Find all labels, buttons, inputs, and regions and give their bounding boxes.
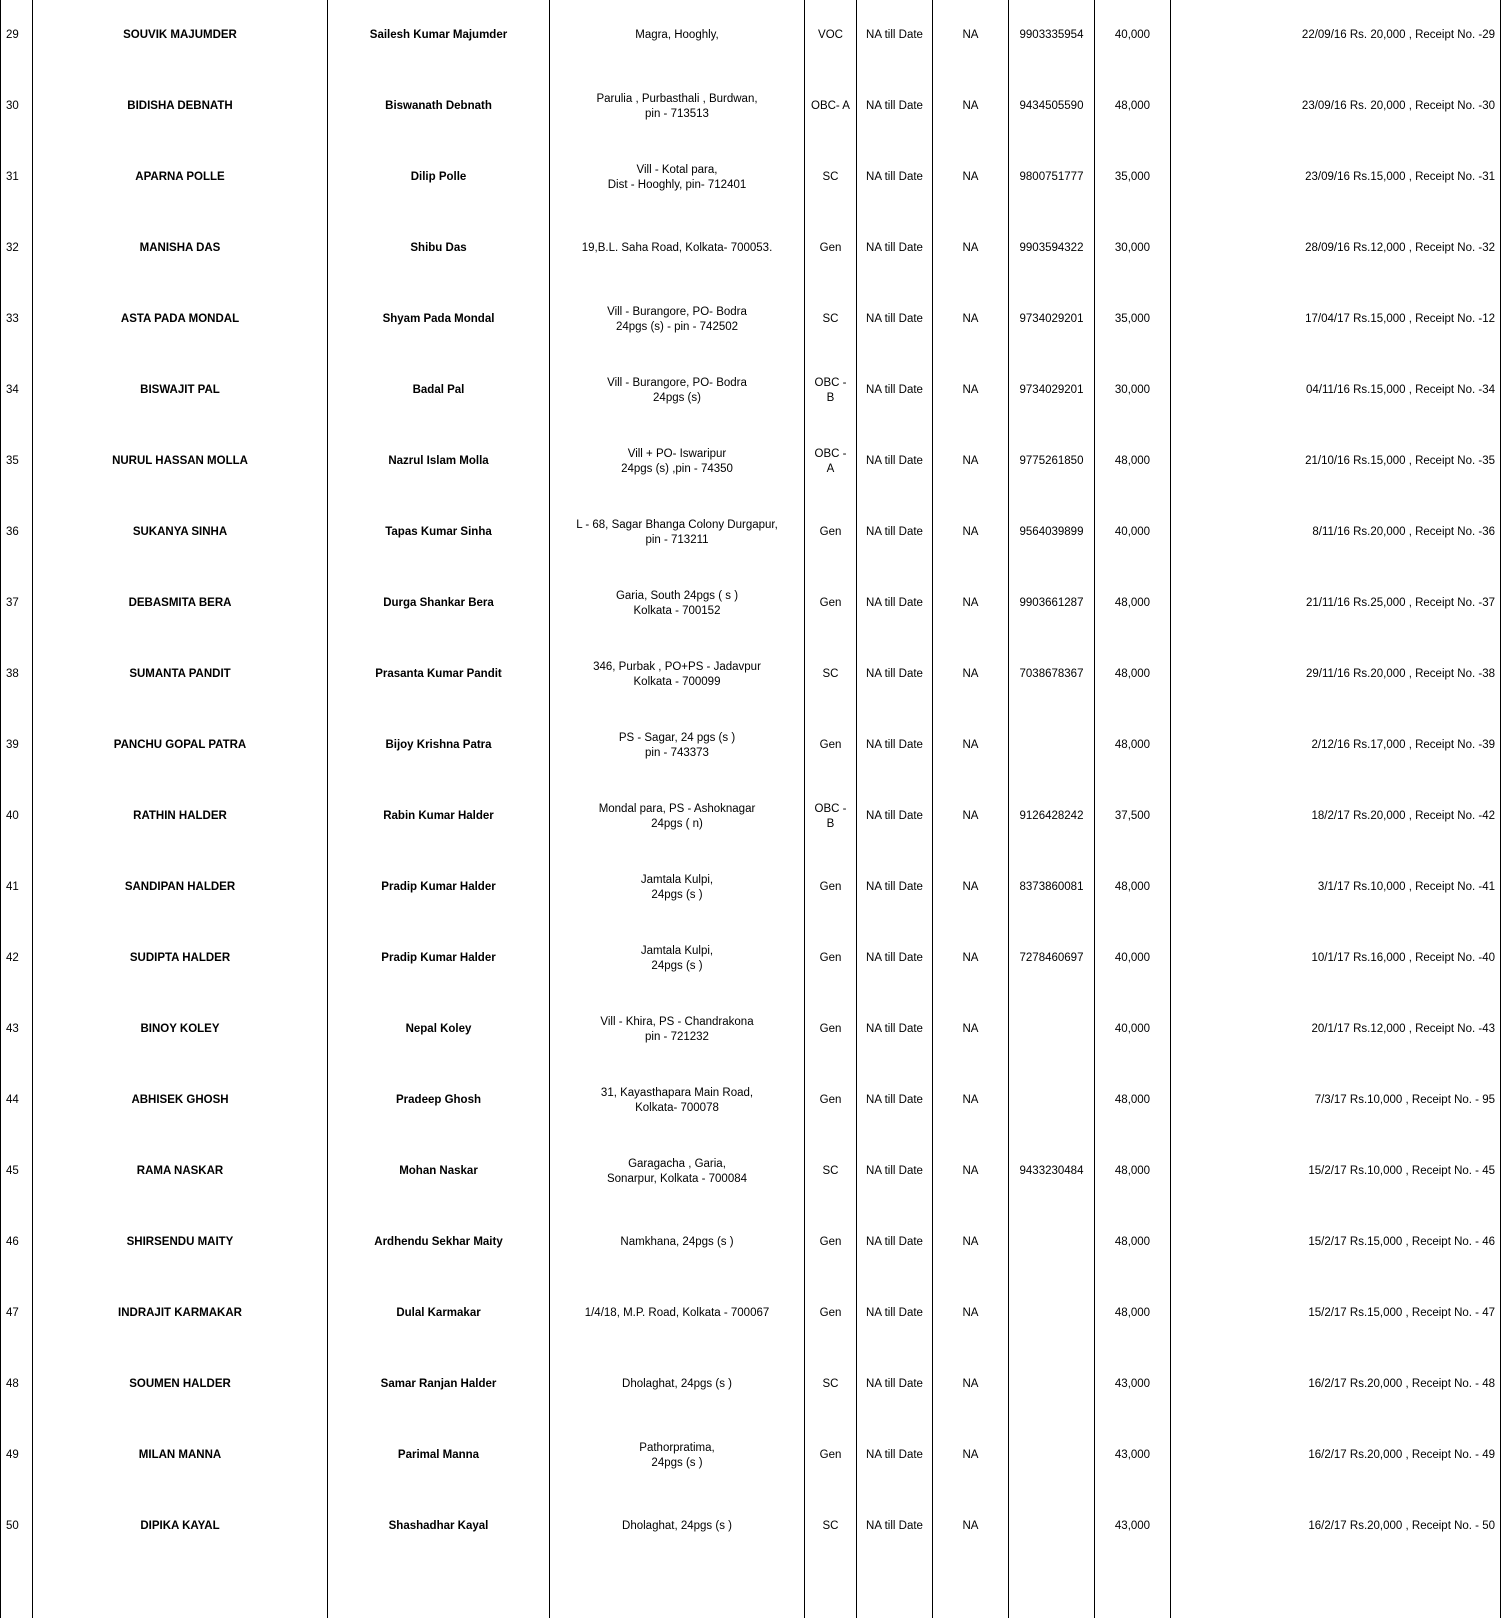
row-name: SANDIPAN HALDER bbox=[33, 852, 328, 923]
row-amount: 48,000 bbox=[1095, 1207, 1171, 1278]
address-line: Jamtala Kulpi, bbox=[640, 945, 714, 958]
table-row bbox=[1, 639, 1501, 710]
row-address bbox=[550, 923, 805, 994]
row-category: SC bbox=[805, 1136, 857, 1207]
row-father-name: Dilip Polle bbox=[328, 142, 550, 213]
row-na: NA bbox=[933, 639, 1009, 710]
table-row bbox=[1, 355, 1501, 426]
address-line: Jamtala Kulpi, bbox=[640, 874, 714, 887]
row-amount: 48,000 bbox=[1095, 1065, 1171, 1136]
row-serial-number: 45 bbox=[1, 1136, 33, 1207]
row-amount: 43,000 bbox=[1095, 1420, 1171, 1491]
row-father-name: Pradip Kumar Halder bbox=[328, 923, 550, 994]
row-address bbox=[550, 1207, 805, 1278]
row-address bbox=[550, 426, 805, 497]
table-row bbox=[1, 142, 1501, 213]
row-address bbox=[550, 142, 805, 213]
table-row bbox=[1, 213, 1501, 284]
row-payment-remark: 21/10/16 Rs.15,000 , Receipt No. -35 bbox=[1171, 426, 1501, 497]
row-name: APARNA POLLE bbox=[33, 142, 328, 213]
row-category: OBC - B bbox=[805, 355, 857, 426]
row-na: NA bbox=[933, 71, 1009, 142]
table-row bbox=[1, 710, 1501, 781]
row-serial-number: 43 bbox=[1, 994, 33, 1065]
row-amount: 37,500 bbox=[1095, 781, 1171, 852]
row-address bbox=[550, 1491, 805, 1562]
row-phone: 9734029201 bbox=[1009, 355, 1095, 426]
row-date: NA till Date bbox=[857, 213, 933, 284]
row-phone bbox=[1009, 1278, 1095, 1349]
address-line: Garagacha , Garia, bbox=[628, 1158, 726, 1171]
row-phone: 9564039899 bbox=[1009, 497, 1095, 568]
row-category: OBC- A bbox=[805, 71, 857, 142]
row-phone bbox=[1009, 1491, 1095, 1562]
row-address bbox=[550, 0, 805, 71]
row-amount: 40,000 bbox=[1095, 994, 1171, 1065]
address-line: Namkhana, 24pgs (s ) bbox=[620, 1236, 734, 1249]
row-address bbox=[550, 1136, 805, 1207]
row-serial-number: 42 bbox=[1, 923, 33, 994]
row-amount: 40,000 bbox=[1095, 0, 1171, 71]
row-address bbox=[550, 568, 805, 639]
address-line: 24pgs (s) - pin - 742502 bbox=[615, 320, 739, 333]
row-name: INDRAJIT KARMAKAR bbox=[33, 1278, 328, 1349]
address-line: Parulia , Purbasthali , Burdwan, bbox=[596, 93, 758, 106]
row-amount: 30,000 bbox=[1095, 213, 1171, 284]
row-payment-remark: 21/11/16 Rs.25,000 , Receipt No. -37 bbox=[1171, 568, 1501, 639]
row-date: NA till Date bbox=[857, 1278, 933, 1349]
row-amount: 43,000 bbox=[1095, 1349, 1171, 1420]
row-payment-remark: 16/2/17 Rs.20,000 , Receipt No. - 48 bbox=[1171, 1349, 1501, 1420]
address-line: Magra, Hooghly, bbox=[635, 29, 719, 42]
row-serial-number: 36 bbox=[1, 497, 33, 568]
blank-cell bbox=[33, 1562, 328, 1618]
row-date: NA till Date bbox=[857, 1420, 933, 1491]
row-date: NA till Date bbox=[857, 994, 933, 1065]
row-amount: 35,000 bbox=[1095, 284, 1171, 355]
row-category: SC bbox=[805, 1491, 857, 1562]
row-father-name: Ardhendu Sekhar Maity bbox=[328, 1207, 550, 1278]
row-na: NA bbox=[933, 213, 1009, 284]
address-line: Sonarpur, Kolkata - 700084 bbox=[606, 1172, 748, 1185]
address-line: Pathorpratima, bbox=[639, 1442, 715, 1455]
row-name: RAMA NASKAR bbox=[33, 1136, 328, 1207]
row-father-name: Parimal Manna bbox=[328, 1420, 550, 1491]
row-category: Gen bbox=[805, 994, 857, 1065]
row-payment-remark: 18/2/17 Rs.20,000 , Receipt No. -42 bbox=[1171, 781, 1501, 852]
address-line: 24pgs (s ) bbox=[651, 1456, 703, 1469]
row-na: NA bbox=[933, 1065, 1009, 1136]
row-phone: 9903335954 bbox=[1009, 0, 1095, 71]
blank-cell bbox=[933, 1562, 1009, 1618]
row-name: SOUMEN HALDER bbox=[33, 1349, 328, 1420]
row-address bbox=[550, 639, 805, 710]
row-name: PANCHU GOPAL PATRA bbox=[33, 710, 328, 781]
table-row bbox=[1, 71, 1501, 142]
row-name: DIPIKA KAYAL bbox=[33, 1491, 328, 1562]
address-line: Vill - Burangore, PO- Bodra bbox=[607, 306, 747, 319]
row-father-name: Shashadhar Kayal bbox=[328, 1491, 550, 1562]
row-date: NA till Date bbox=[857, 1207, 933, 1278]
row-name: MANISHA DAS bbox=[33, 213, 328, 284]
row-father-name: Sailesh Kumar Majumder bbox=[328, 0, 550, 71]
row-date: NA till Date bbox=[857, 1136, 933, 1207]
address-line: 346, Purbak , PO+PS - Jadavpur bbox=[593, 661, 761, 674]
address-line: pin - 721232 bbox=[645, 1030, 709, 1043]
row-father-name: Prasanta Kumar Pandit bbox=[328, 639, 550, 710]
row-category: SC bbox=[805, 284, 857, 355]
row-phone bbox=[1009, 1420, 1095, 1491]
row-serial-number: 29 bbox=[1, 0, 33, 71]
address-line: Vill - Burangore, PO- Bodra bbox=[607, 377, 747, 390]
row-na: NA bbox=[933, 710, 1009, 781]
row-serial-number: 44 bbox=[1, 1065, 33, 1136]
row-name: DEBASMITA BERA bbox=[33, 568, 328, 639]
table-row bbox=[1, 781, 1501, 852]
row-name: SHIRSENDU MAITY bbox=[33, 1207, 328, 1278]
row-name: NURUL HASSAN MOLLA bbox=[33, 426, 328, 497]
row-serial-number: 38 bbox=[1, 639, 33, 710]
address-line: Vill - Khira, PS - Chandrakona bbox=[600, 1016, 754, 1029]
row-name: SUDIPTA HALDER bbox=[33, 923, 328, 994]
row-father-name: Shyam Pada Mondal bbox=[328, 284, 550, 355]
address-line: pin - 713211 bbox=[645, 533, 709, 546]
row-father-name: Biswanath Debnath bbox=[328, 71, 550, 142]
address-line: 1/4/18, M.P. Road, Kolkata - 700067 bbox=[584, 1307, 770, 1320]
row-na: NA bbox=[933, 852, 1009, 923]
row-name: BISWAJIT PAL bbox=[33, 355, 328, 426]
blank-cell bbox=[1095, 1562, 1171, 1618]
row-payment-remark: 15/2/17 Rs.10,000 , Receipt No. - 45 bbox=[1171, 1136, 1501, 1207]
row-serial-number: 50 bbox=[1, 1491, 33, 1562]
table-row bbox=[1, 497, 1501, 568]
row-amount: 48,000 bbox=[1095, 71, 1171, 142]
address-line: 24pgs (s ) bbox=[651, 888, 703, 901]
row-serial-number: 32 bbox=[1, 213, 33, 284]
row-na: NA bbox=[933, 142, 1009, 213]
row-date: NA till Date bbox=[857, 639, 933, 710]
row-amount: 48,000 bbox=[1095, 639, 1171, 710]
row-address bbox=[550, 852, 805, 923]
address-line: Vill + PO- Iswaripur bbox=[627, 448, 727, 461]
table-row bbox=[1, 1420, 1501, 1491]
row-payment-remark: 15/2/17 Rs.15,000 , Receipt No. - 47 bbox=[1171, 1278, 1501, 1349]
row-father-name: Samar Ranjan Halder bbox=[328, 1349, 550, 1420]
row-father-name: Badal Pal bbox=[328, 355, 550, 426]
table-row bbox=[1, 1491, 1501, 1562]
row-phone: 7038678367 bbox=[1009, 639, 1095, 710]
row-payment-remark: 7/3/17 Rs.10,000 , Receipt No. - 95 bbox=[1171, 1065, 1501, 1136]
table-row bbox=[1, 994, 1501, 1065]
row-category: Gen bbox=[805, 710, 857, 781]
row-phone: 8373860081 bbox=[1009, 852, 1095, 923]
row-address bbox=[550, 1420, 805, 1491]
row-payment-remark: 3/1/17 Rs.10,000 , Receipt No. -41 bbox=[1171, 852, 1501, 923]
row-phone: 9903661287 bbox=[1009, 568, 1095, 639]
row-address bbox=[550, 284, 805, 355]
row-date: NA till Date bbox=[857, 284, 933, 355]
blank-cell bbox=[1009, 1562, 1095, 1618]
row-father-name: Nepal Koley bbox=[328, 994, 550, 1065]
row-name: RATHIN HALDER bbox=[33, 781, 328, 852]
table-row bbox=[1, 1278, 1501, 1349]
address-line: 24pgs (s) bbox=[653, 391, 701, 404]
row-serial-number: 39 bbox=[1, 710, 33, 781]
row-phone bbox=[1009, 1207, 1095, 1278]
row-date: NA till Date bbox=[857, 1349, 933, 1420]
address-line: Garia, South 24pgs ( s ) bbox=[615, 590, 739, 603]
row-serial-number: 35 bbox=[1, 426, 33, 497]
row-category: Gen bbox=[805, 923, 857, 994]
row-amount: 48,000 bbox=[1095, 1278, 1171, 1349]
row-phone: 9775261850 bbox=[1009, 426, 1095, 497]
row-father-name: Shibu Das bbox=[328, 213, 550, 284]
row-date: NA till Date bbox=[857, 1491, 933, 1562]
row-payment-remark: 15/2/17 Rs.15,000 , Receipt No. - 46 bbox=[1171, 1207, 1501, 1278]
row-amount: 48,000 bbox=[1095, 852, 1171, 923]
blank-cell bbox=[328, 1562, 550, 1618]
row-date: NA till Date bbox=[857, 497, 933, 568]
row-serial-number: 31 bbox=[1, 142, 33, 213]
row-phone bbox=[1009, 1349, 1095, 1420]
row-serial-number: 30 bbox=[1, 71, 33, 142]
address-line: Mondal para, PS - Ashoknagar bbox=[598, 803, 756, 816]
row-na: NA bbox=[933, 1491, 1009, 1562]
row-serial-number: 40 bbox=[1, 781, 33, 852]
row-father-name: Pradeep Ghosh bbox=[328, 1065, 550, 1136]
row-date: NA till Date bbox=[857, 1065, 933, 1136]
row-amount: 48,000 bbox=[1095, 1136, 1171, 1207]
address-line: 24pgs (s ) bbox=[651, 959, 703, 972]
row-phone: 9800751777 bbox=[1009, 142, 1095, 213]
row-category: Gen bbox=[805, 1207, 857, 1278]
row-phone: 9433230484 bbox=[1009, 1136, 1095, 1207]
row-address bbox=[550, 497, 805, 568]
row-name: ABHISEK GHOSH bbox=[33, 1065, 328, 1136]
table-row bbox=[1, 1207, 1501, 1278]
row-father-name: Rabin Kumar Halder bbox=[328, 781, 550, 852]
row-father-name: Dulal Karmakar bbox=[328, 1278, 550, 1349]
row-name: MILAN MANNA bbox=[33, 1420, 328, 1491]
row-address bbox=[550, 1065, 805, 1136]
table-row bbox=[1, 426, 1501, 497]
row-category: Gen bbox=[805, 497, 857, 568]
row-name: ASTA PADA MONDAL bbox=[33, 284, 328, 355]
row-father-name: Durga Shankar Bera bbox=[328, 568, 550, 639]
table-row bbox=[1, 1136, 1501, 1207]
table-row bbox=[1, 0, 1501, 71]
blank-cell bbox=[857, 1562, 933, 1618]
row-date: NA till Date bbox=[857, 426, 933, 497]
row-category: Gen bbox=[805, 213, 857, 284]
row-payment-remark: 2/12/16 Rs.17,000 , Receipt No. -39 bbox=[1171, 710, 1501, 781]
row-address bbox=[550, 213, 805, 284]
row-amount: 48,000 bbox=[1095, 568, 1171, 639]
address-line: Vill - Kotal para, bbox=[636, 164, 718, 177]
row-payment-remark: 17/04/17 Rs.15,000 , Receipt No. -12 bbox=[1171, 284, 1501, 355]
row-na: NA bbox=[933, 1420, 1009, 1491]
blank-cell bbox=[1, 1562, 33, 1618]
table-row bbox=[1, 923, 1501, 994]
row-category: Gen bbox=[805, 568, 857, 639]
row-father-name: Pradip Kumar Halder bbox=[328, 852, 550, 923]
address-line: 31, Kayasthapara Main Road, bbox=[600, 1087, 754, 1100]
row-na: NA bbox=[933, 0, 1009, 71]
row-name: BIDISHA DEBNATH bbox=[33, 71, 328, 142]
row-category: Gen bbox=[805, 1278, 857, 1349]
blank-cell bbox=[805, 1562, 857, 1618]
row-amount: 40,000 bbox=[1095, 923, 1171, 994]
row-na: NA bbox=[933, 284, 1009, 355]
row-category: Gen bbox=[805, 1420, 857, 1491]
address-line: PS - Sagar, 24 pgs (s ) bbox=[618, 732, 736, 745]
row-category: OBC - B bbox=[805, 781, 857, 852]
row-na: NA bbox=[933, 1349, 1009, 1420]
row-address bbox=[550, 1349, 805, 1420]
row-name: BINOY KOLEY bbox=[33, 994, 328, 1065]
row-date: NA till Date bbox=[857, 355, 933, 426]
address-line: Kolkata - 700152 bbox=[633, 604, 721, 617]
table-row bbox=[1, 568, 1501, 639]
address-line: 24pgs (s) ,pin - 74350 bbox=[621, 462, 733, 475]
address-line: Kolkata - 700099 bbox=[633, 675, 721, 688]
row-date: NA till Date bbox=[857, 781, 933, 852]
row-amount: 48,000 bbox=[1095, 710, 1171, 781]
row-category: OBC - A bbox=[805, 426, 857, 497]
row-payment-remark: 10/1/17 Rs.16,000 , Receipt No. -40 bbox=[1171, 923, 1501, 994]
address-line: 24pgs ( n) bbox=[651, 817, 703, 830]
row-na: NA bbox=[933, 497, 1009, 568]
row-serial-number: 33 bbox=[1, 284, 33, 355]
row-na: NA bbox=[933, 781, 1009, 852]
row-name: SUKANYA SINHA bbox=[33, 497, 328, 568]
table-row bbox=[1, 1065, 1501, 1136]
row-phone: 9903594322 bbox=[1009, 213, 1095, 284]
row-serial-number: 46 bbox=[1, 1207, 33, 1278]
row-father-name: Nazrul Islam Molla bbox=[328, 426, 550, 497]
row-phone bbox=[1009, 1065, 1095, 1136]
row-category: Gen bbox=[805, 1065, 857, 1136]
row-date: NA till Date bbox=[857, 568, 933, 639]
row-serial-number: 41 bbox=[1, 852, 33, 923]
row-payment-remark: 29/11/16 Rs.20,000 , Receipt No. -38 bbox=[1171, 639, 1501, 710]
address-line: Dist - Hooghly, pin- 712401 bbox=[607, 178, 747, 191]
row-address bbox=[550, 355, 805, 426]
address-line: Dholaghat, 24pgs (s ) bbox=[622, 1378, 732, 1391]
row-payment-remark: 16/2/17 Rs.20,000 , Receipt No. - 50 bbox=[1171, 1491, 1501, 1562]
row-amount: 30,000 bbox=[1095, 355, 1171, 426]
row-na: NA bbox=[933, 568, 1009, 639]
row-amount: 48,000 bbox=[1095, 426, 1171, 497]
row-address bbox=[550, 781, 805, 852]
row-address bbox=[550, 710, 805, 781]
row-payment-remark: 28/09/16 Rs.12,000 , Receipt No. -32 bbox=[1171, 213, 1501, 284]
row-category: SC bbox=[805, 142, 857, 213]
row-payment-remark: 16/2/17 Rs.20,000 , Receipt No. - 49 bbox=[1171, 1420, 1501, 1491]
row-serial-number: 34 bbox=[1, 355, 33, 426]
row-name: SUMANTA PANDIT bbox=[33, 639, 328, 710]
row-na: NA bbox=[933, 923, 1009, 994]
row-payment-remark: 22/09/16 Rs. 20,000 , Receipt No. -29 bbox=[1171, 0, 1501, 71]
row-date: NA till Date bbox=[857, 71, 933, 142]
row-phone: 9434505590 bbox=[1009, 71, 1095, 142]
row-address bbox=[550, 1278, 805, 1349]
row-payment-remark: 23/09/16 Rs. 20,000 , Receipt No. -30 bbox=[1171, 71, 1501, 142]
row-phone: 9126428242 bbox=[1009, 781, 1095, 852]
row-category: VOC bbox=[805, 0, 857, 71]
blank-cell bbox=[1171, 1562, 1501, 1618]
address-line: pin - 713513 bbox=[645, 107, 709, 120]
table-row bbox=[1, 284, 1501, 355]
row-payment-remark: 8/11/16 Rs.20,000 , Receipt No. -36 bbox=[1171, 497, 1501, 568]
blank-cell bbox=[550, 1562, 805, 1618]
row-father-name: Mohan Naskar bbox=[328, 1136, 550, 1207]
row-father-name: Bijoy Krishna Patra bbox=[328, 710, 550, 781]
table-row bbox=[1, 1349, 1501, 1420]
row-serial-number: 48 bbox=[1, 1349, 33, 1420]
row-amount: 40,000 bbox=[1095, 497, 1171, 568]
address-line: Dholaghat, 24pgs (s ) bbox=[622, 1520, 732, 1533]
row-category: Gen bbox=[805, 852, 857, 923]
row-na: NA bbox=[933, 1136, 1009, 1207]
address-line: pin - 743373 bbox=[645, 746, 709, 759]
table-row bbox=[1, 852, 1501, 923]
row-date: NA till Date bbox=[857, 142, 933, 213]
row-phone bbox=[1009, 710, 1095, 781]
row-date: NA till Date bbox=[857, 852, 933, 923]
row-phone bbox=[1009, 994, 1095, 1065]
address-line: L - 68, Sagar Bhanga Colony Durgapur, bbox=[576, 519, 778, 532]
row-category: SC bbox=[805, 639, 857, 710]
row-father-name: Tapas Kumar Sinha bbox=[328, 497, 550, 568]
row-serial-number: 37 bbox=[1, 568, 33, 639]
row-na: NA bbox=[933, 426, 1009, 497]
row-serial-number: 47 bbox=[1, 1278, 33, 1349]
row-payment-remark: 20/1/17 Rs.12,000 , Receipt No. -43 bbox=[1171, 994, 1501, 1065]
row-serial-number: 49 bbox=[1, 1420, 33, 1491]
row-date: NA till Date bbox=[857, 710, 933, 781]
row-payment-remark: 23/09/16 Rs.15,000 , Receipt No. -31 bbox=[1171, 142, 1501, 213]
row-phone: 9734029201 bbox=[1009, 284, 1095, 355]
row-na: NA bbox=[933, 355, 1009, 426]
address-line: 19,B.L. Saha Road, Kolkata- 700053. bbox=[581, 242, 773, 255]
row-na: NA bbox=[933, 1207, 1009, 1278]
row-date: NA till Date bbox=[857, 923, 933, 994]
row-amount: 35,000 bbox=[1095, 142, 1171, 213]
row-amount: 43,000 bbox=[1095, 1491, 1171, 1562]
table-body bbox=[1, 0, 1501, 1618]
row-address bbox=[550, 71, 805, 142]
row-na: NA bbox=[933, 1278, 1009, 1349]
row-address bbox=[550, 994, 805, 1065]
row-payment-remark: 04/11/16 Rs.15,000 , Receipt No. -34 bbox=[1171, 355, 1501, 426]
row-phone: 7278460697 bbox=[1009, 923, 1095, 994]
row-date: NA till Date bbox=[857, 0, 933, 71]
row-name: SOUVIK MAJUMDER bbox=[33, 0, 328, 71]
address-line: Kolkata- 700078 bbox=[635, 1101, 719, 1114]
row-category: SC bbox=[805, 1349, 857, 1420]
table-row-blank bbox=[1, 1562, 1501, 1618]
row-na: NA bbox=[933, 994, 1009, 1065]
